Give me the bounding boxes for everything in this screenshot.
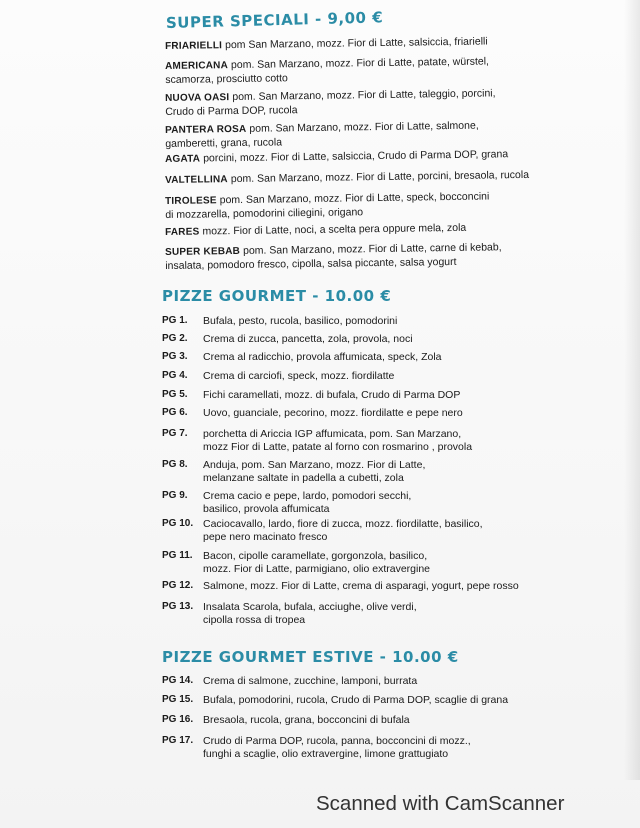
item-description [203, 550, 430, 575]
item-line: melanzane saltate in padella a cubetti, zola [203, 471, 404, 484]
speciali-item [165, 222, 466, 240]
pizza-ingredients: porcini, mozz. Fior di Latte, salsiccia, Crudo di Parma DOP, grana [203, 148, 509, 165]
item-code: PG 1. [162, 315, 188, 326]
item-code: PG 6. [162, 407, 188, 418]
speciali-item [165, 190, 490, 221]
speciali-item [165, 169, 529, 188]
item-description [203, 694, 508, 707]
item-description [203, 675, 417, 688]
speciali-item [165, 148, 508, 166]
pizza-name: AGATA [165, 153, 201, 165]
item-line: porchetta di Ariccia IGP affumicata, pom. San Marzano, [203, 428, 462, 440]
item-line: funghi a scaglie, olio extravergine, limone grattugiato [203, 747, 449, 760]
gourmet-item [162, 407, 622, 420]
item-code: PG 16. [162, 714, 194, 725]
section-title-pizze-gourmet: PIZZE GOURMET - 10.00 € [162, 287, 392, 305]
pizza-name: VALTELLINA [165, 174, 228, 186]
item-description [203, 490, 411, 515]
scan-shadow [624, 0, 640, 780]
gourmet-item [162, 714, 622, 727]
item-description [203, 315, 397, 328]
gourmet-item [162, 428, 622, 453]
pizza-ingredients: di mozzarella, pomodorini ciliegini, origano [165, 205, 364, 221]
gourmet-item [162, 459, 622, 484]
item-description [203, 714, 410, 727]
item-code: PG 2. [162, 333, 188, 344]
item-code: PG 11. [162, 550, 193, 561]
item-line: Caciocavallo, lardo, fiore di zucca, mozz. fiordilatte, basilico, [203, 518, 483, 530]
pizza-name: FRIARIELLI [165, 40, 223, 52]
gourmet-item [162, 580, 622, 593]
item-code: PG 3. [162, 351, 188, 362]
speciali-item [165, 35, 488, 53]
pizza-ingredients: pom. San Marzano, mozz. Fior di Latte, porcini, bresaola, rucola [230, 168, 530, 186]
item-description [203, 351, 442, 364]
section-title-pizze-gourmet-estive: PIZZE GOURMET ESTIVE - 10.00 € [162, 648, 459, 666]
gourmet-item [162, 694, 622, 707]
pizza-ingredients: Crudo di Parma DOP, rucola [165, 103, 298, 118]
item-description [203, 370, 394, 383]
pizza-ingredients: scamorza, prosciutto cotto [165, 71, 288, 86]
item-line: Crema al radicchio, provola affumicata, speck, Zola [203, 351, 442, 363]
gourmet-item [162, 370, 622, 383]
item-description [203, 428, 472, 453]
item-description [203, 389, 460, 402]
gourmet-item [162, 550, 622, 575]
gourmet-item [162, 315, 622, 328]
pizza-name: NUOVA OASI [165, 92, 230, 104]
item-line: Bresaola, rucola, grana, bocconcini di bufala [203, 714, 410, 726]
item-line: Bufala, pesto, rucola, basilico, pomodorini [203, 315, 398, 327]
item-description [203, 459, 425, 484]
item-code: PG 7. [162, 428, 188, 439]
item-code: PG 15. [162, 694, 194, 705]
item-line: mozz Fior di Latte, patate al forno con rosmarino , provola [203, 440, 473, 453]
gourmet-item [162, 518, 622, 543]
item-line: basilico, provola affumicata [203, 502, 330, 515]
item-line: Uovo, guanciale, pecorino, mozz. fiordilatte e pepe nero [203, 407, 463, 419]
item-line: Crema di carciofi, speck, mozz. fiordilatte [203, 370, 395, 382]
speciali-item [165, 120, 479, 150]
gourmet-item [162, 601, 622, 626]
item-line: Crudo di Parma DOP, rucola, panna, bocconcini di mozz., [203, 735, 471, 747]
item-code: PG 12. [162, 580, 194, 591]
pizza-name: FARES [165, 226, 200, 238]
pizza-name: TIROLESE [165, 195, 217, 207]
gourmet-item [162, 389, 622, 402]
pizza-ingredients: pom. San Marzano, mozz. Fior di Latte, taleggio, porcini, [232, 87, 496, 104]
item-line: Anduja, pom. San Marzano, mozz. Fior di Latte, [203, 459, 426, 471]
pizza-name: SUPER KEBAB [165, 245, 241, 258]
speciali-item [165, 87, 496, 118]
pizza-ingredients: pom San Marzano, mozz. Fior di Latte, salsiccia, friarielli [224, 35, 488, 52]
item-line: Crema di salmone, zucchine, lamponi, burrata [203, 675, 418, 687]
item-line: Bacon, cipolle caramellate, gorgonzola, basilico, [203, 550, 428, 562]
pizza-ingredients: pom. San Marzano, mozz. Fior di Latte, carne di kebab, [242, 241, 502, 257]
item-line: pepe nero macinato fresco [203, 530, 328, 543]
item-description [203, 518, 483, 543]
item-line: Fichi caramellati, mozz. di bufala, Crudo di Parma DOP [203, 389, 461, 401]
item-code: PG 14. [162, 675, 194, 686]
item-code: PG 5. [162, 389, 188, 400]
gourmet-item [162, 490, 622, 515]
pizza-ingredients: pom. San Marzano, mozz. Fior di Latte, speck, bocconcini [219, 190, 490, 207]
gourmet-item [162, 675, 622, 688]
item-description [203, 735, 471, 760]
pizza-ingredients: insalata, pomodoro fresco, cipolla, salsa piccante, salsa yogurt [165, 255, 457, 272]
pizza-name: PANTERA ROSA [165, 123, 247, 136]
item-code: PG 9. [162, 490, 188, 501]
item-line [165, 222, 466, 240]
item-line: Crema di zucca, pancetta, zola, provola, noci [203, 333, 413, 345]
item-line [165, 148, 508, 166]
item-code: PG 10. [162, 518, 194, 529]
pizza-ingredients: pom. San Marzano, mozz. Fior di Latte, patate, würstel, [230, 55, 490, 72]
speciali-item [165, 241, 502, 272]
item-code: PG 8. [162, 459, 188, 470]
item-code: PG 4. [162, 370, 188, 381]
item-description [203, 601, 417, 626]
pizza-name: AMERICANA [165, 60, 229, 72]
pizza-ingredients: pom. San Marzano, mozz. Fior di Latte, salmone, [249, 119, 479, 135]
item-line: mozz. Fior di Latte, parmigiano, olio extravergine [203, 562, 431, 575]
item-line: Salmone, mozz. Fior di Latte, crema di asparagi, yogurt, pepe rosso [203, 580, 519, 592]
item-code: PG 17. [162, 735, 194, 746]
scanner-watermark: Scanned with CamScanner [316, 792, 565, 815]
item-line: Insalata Scarola, bufala, acciughe, olive verdi, [203, 601, 417, 613]
gourmet-item [162, 735, 622, 760]
section-title-super-speciali: SUPER SPECIALI - 9,00 € [165, 8, 384, 32]
item-description [203, 333, 413, 346]
gourmet-item [162, 333, 622, 346]
item-line: Bufala, pomodorini, rucola, Crudo di Parma DOP, scaglie di grana [203, 694, 509, 706]
pizza-ingredients: gamberetti, grana, rucola [165, 135, 283, 150]
pizza-ingredients: mozz. Fior di Latte, noci, a scelta pera oppure mela, zola [202, 221, 467, 238]
item-description [203, 580, 519, 593]
item-line [165, 169, 529, 188]
item-description [203, 407, 463, 420]
item-line: cipolla rossa di tropea [203, 613, 306, 626]
item-line: Crema cacio e pepe, lardo, pomodori secchi, [203, 490, 412, 502]
item-code: PG 13. [162, 601, 194, 612]
speciali-item [165, 55, 489, 86]
item-line [165, 35, 488, 53]
gourmet-item [162, 351, 622, 364]
